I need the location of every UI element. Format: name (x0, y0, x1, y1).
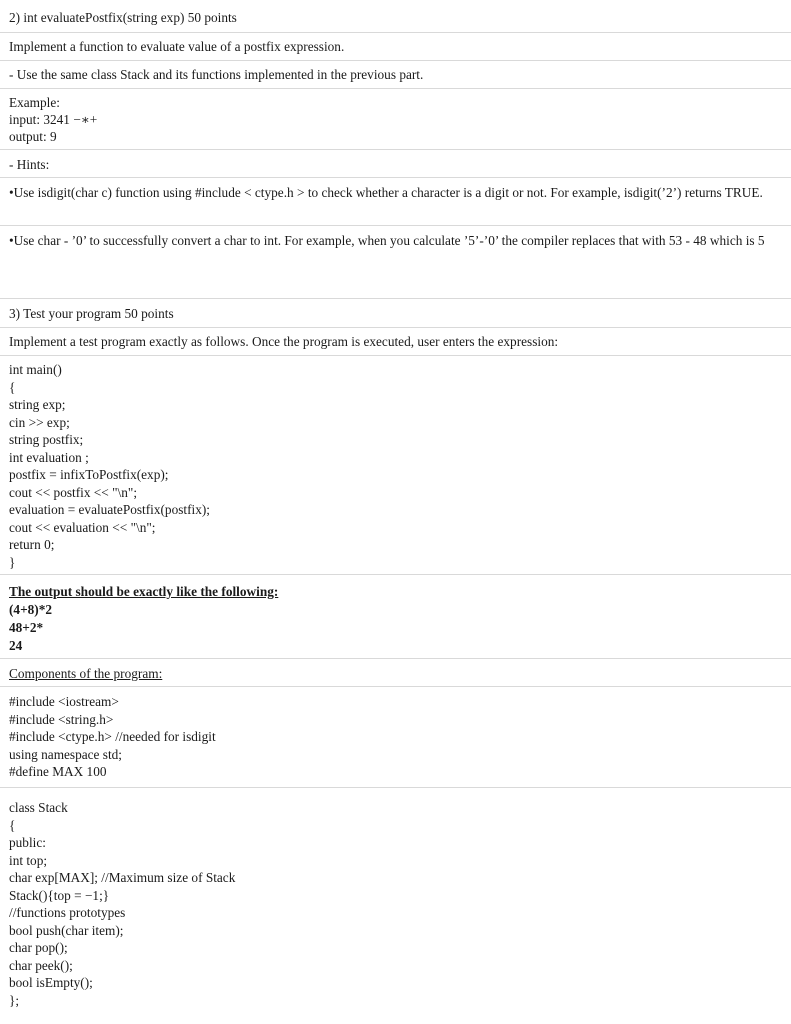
include-line: #include <string.h> (9, 712, 114, 727)
code-line: { (9, 380, 16, 395)
code-line: } (9, 555, 16, 570)
output-line: (4+8)*2 (9, 602, 53, 617)
example-output: output: 9 (9, 129, 57, 144)
code-line: string postfix; (9, 432, 84, 447)
hints-label: - Hints: (9, 157, 50, 172)
code-line: string exp; (9, 397, 66, 412)
class-code-line: char pop(); (9, 940, 68, 955)
class-code-line: char exp[MAX]; //Maximum size of Stack (9, 870, 236, 885)
output-line: 48+2* (9, 620, 44, 635)
code-line: evaluation = evaluatePostfix(postfix); (9, 502, 210, 517)
include-line: #include <iostream> (9, 694, 119, 709)
code-line: postfix = infixToPostfix(exp); (9, 467, 169, 482)
code-line: int evaluation ; (9, 450, 89, 465)
class-code-line: char peek(); (9, 958, 73, 973)
code-line: return 0; (9, 537, 55, 552)
part3-description: Implement a test program exactly as follows. Once the program is executed, user enters the expression: (9, 334, 559, 349)
hint-isdigit: •Use isdigit(char c) function using #include < ctype.h > to check whether a character is a digit or not. For example, isdigit(’2’) returns TRUE. (9, 185, 763, 200)
part2-heading: 2) int evaluatePostfix(string exp) 50 points (9, 10, 237, 25)
hint-char-convert: •Use char - ’0’ to successfully convert a char to int. For example, when you calculate ’5’-’0’ the compiler replaces that with 53 - 48 which is 5 (9, 233, 765, 248)
class-code-line: //functions prototypes (9, 905, 126, 920)
code-line: int main() (9, 362, 62, 377)
example-label: Example: (9, 95, 60, 110)
part2-description: Implement a function to evaluate value of a postfix expression. (9, 39, 345, 54)
include-line: using namespace std; (9, 747, 122, 762)
row-example (0, 89, 791, 150)
class-code-line: int top; (9, 853, 48, 868)
output-heading: The output should be exactly like the following: (9, 584, 279, 599)
class-code-line: Stack(){top = −1;} (9, 888, 110, 903)
part3-heading: 3) Test your program 50 points (9, 306, 174, 321)
part2-requirement: - Use the same class Stack and its functions implemented in the previous part. (9, 67, 424, 82)
include-line: #define MAX 100 (9, 764, 107, 779)
example-input: input: 3241 −∗+ (9, 112, 98, 127)
class-code-line: bool push(char item); (9, 923, 124, 938)
class-code-line: }; (9, 993, 20, 1008)
class-code-line: class Stack (9, 800, 68, 815)
output-line: 24 (9, 638, 23, 653)
code-line: cin >> exp; (9, 415, 70, 430)
class-code-line: { (9, 818, 16, 833)
row-hints (0, 150, 791, 178)
code-line: cout << evaluation << "\n"; (9, 520, 156, 535)
include-line: #include <ctype.h> //needed for isdigit (9, 729, 216, 744)
class-code-line: bool isEmpty(); (9, 975, 93, 990)
code-line: cout << postfix << "\n"; (9, 485, 138, 500)
components-heading: Components of the program: (9, 666, 163, 681)
class-code-line: public: (9, 835, 46, 850)
